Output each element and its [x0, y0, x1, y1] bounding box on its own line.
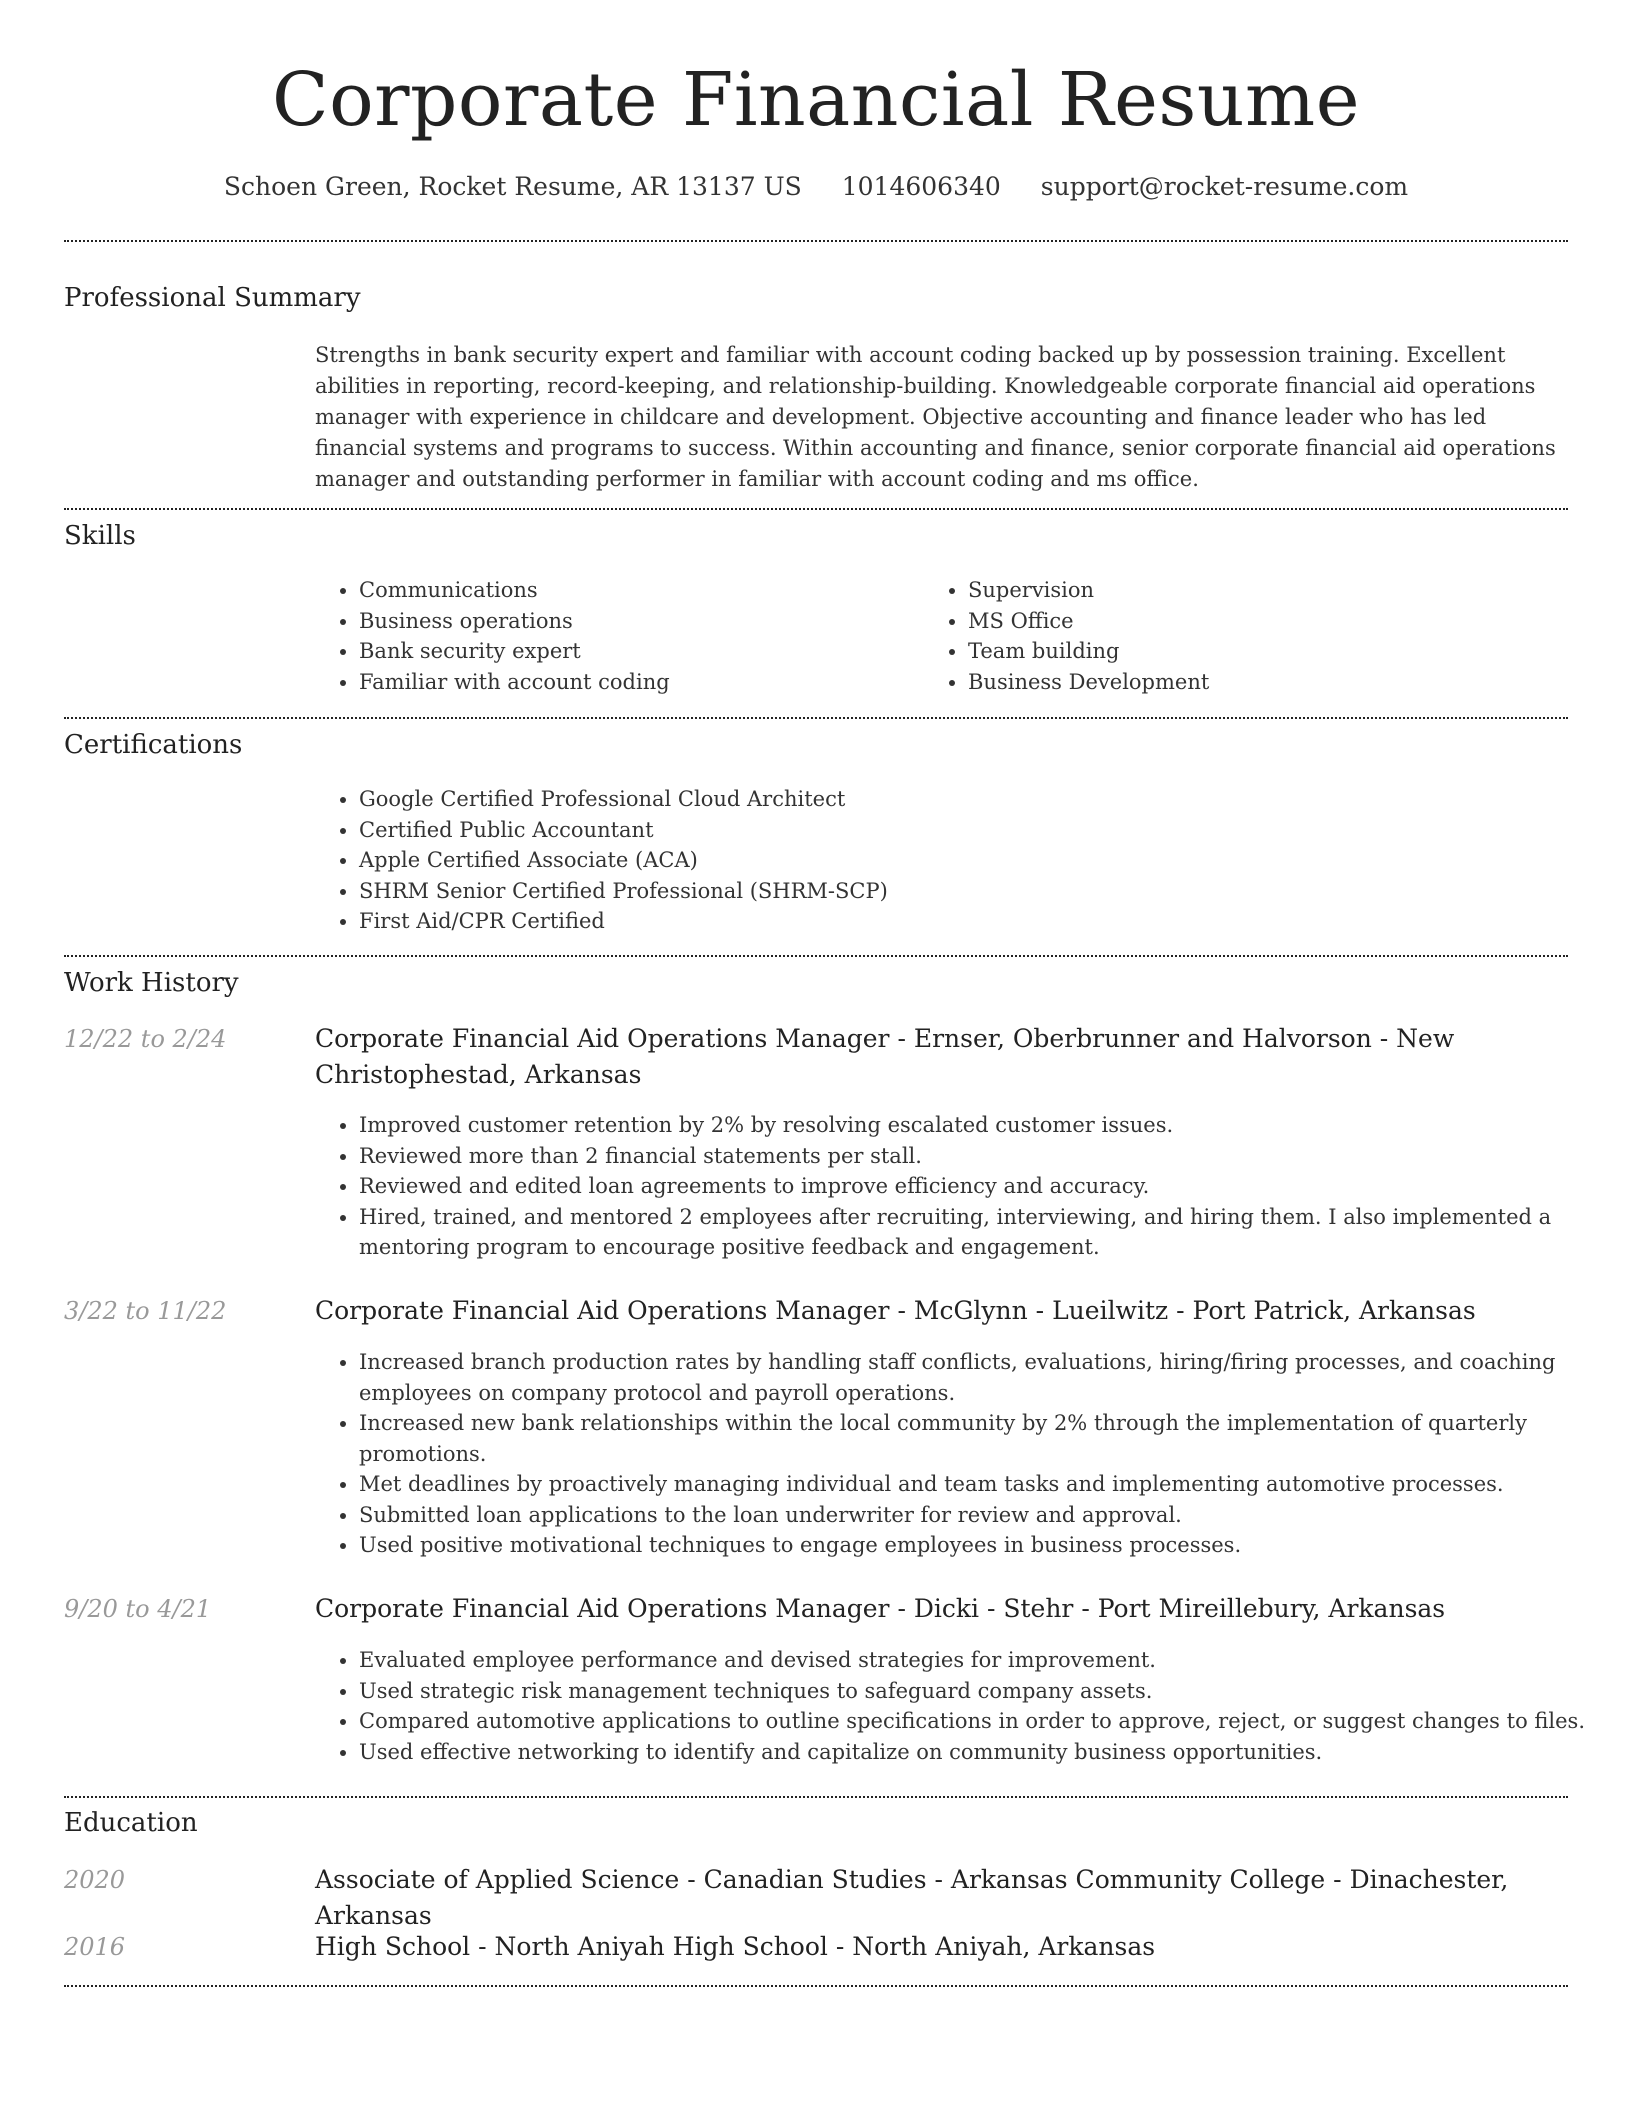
job-bullet: • Reviewed and edited loan agreements to improve efficiency and accuracy. — [359, 1171, 1579, 1202]
job-dates: 3/22 to 11/22 — [64, 1297, 227, 1325]
job-bullet: • Met deadlines by proactively managing individual and team tasks and implementing automotive processes. — [359, 1469, 1579, 1500]
section-heading-work: Work History — [64, 968, 239, 998]
certification-item: • Apple Certified Associate (ACA) — [359, 845, 1559, 876]
job-title: Corporate Financial Aid Operations Manager - McGlynn - Lueilwitz - Port Patrick, Arkansas — [315, 1296, 1476, 1325]
skill-item: • Bank security expert — [359, 636, 919, 667]
education-title: High School - North Aniyah High School - North Aniyah, Arkansas — [315, 1932, 1156, 1961]
certification-item: • Certified Public Accountant — [359, 815, 1559, 846]
contact-phone: 1014606340 — [841, 172, 1001, 201]
certification-item: • SHRM Senior Certified Professional (SHRM-SCP) — [359, 876, 1559, 907]
skills-list-right — [924, 575, 1568, 697]
section-heading-summary: Professional Summary — [64, 283, 361, 313]
job-dates: 12/22 to 2/24 — [64, 1025, 227, 1053]
skill-item: • Team building — [968, 636, 1568, 667]
job-bullet: • Increased new bank relationships within the local community by 2% through the implementation of quarterly promotions. — [359, 1408, 1579, 1469]
skill-item: • Business operations — [359, 606, 919, 637]
divider — [64, 240, 1568, 242]
skills-list-left — [315, 575, 919, 697]
job-bullet: • Submitted loan applications to the loan underwriter for review and approval. — [359, 1500, 1579, 1531]
certifications-list — [315, 784, 1559, 937]
job-bullets — [315, 1645, 1589, 1767]
job-bullet: • Improved customer retention by 2% by resolving escalated customer issues. — [359, 1110, 1579, 1141]
contact-line — [0, 170, 1632, 204]
job-title: Corporate Financial Aid Operations Manager - Dicki - Stehr - Port Mireillebury, Arkansas — [315, 1594, 1446, 1623]
job-title: Corporate Financial Aid Operations Manager - Ernser, Oberbrunner and Halvorson - New Christophestad, Arkansas — [315, 1024, 1455, 1089]
resume-title: Corporate Financial Resume — [272, 57, 1360, 143]
skill-item: • Supervision — [968, 575, 1568, 606]
job-bullet: • Hired, trained, and mentored 2 employees after recruiting, interviewing, and hiring them. I also implemented a mentoring program to encourage positive feedback and engagement. — [359, 1202, 1579, 1263]
job-bullet: • Used positive motivational techniques to engage employees in business processes. — [359, 1530, 1579, 1561]
job-dates: 9/20 to 4/21 — [64, 1595, 212, 1623]
contact-address: Schoen Green, Rocket Resume, AR 13137 US — [223, 172, 802, 201]
section-heading-skills: Skills — [64, 521, 136, 551]
section-heading-certifications: Certifications — [64, 730, 243, 760]
section-heading-education: Education — [64, 1808, 198, 1838]
job-bullets — [315, 1110, 1579, 1263]
job-bullet: • Used effective networking to identify and capitalize on community business opportunities. — [359, 1737, 1589, 1768]
divider — [64, 717, 1568, 719]
job-bullet: • Evaluated employee performance and devised strategies for improvement. — [359, 1645, 1589, 1676]
skill-item: • MS Office — [968, 606, 1568, 637]
job-bullets — [315, 1347, 1579, 1561]
skill-item: • Communications — [359, 575, 919, 606]
education-year: 2020 — [64, 1866, 126, 1894]
divider — [64, 1985, 1568, 1987]
skill-item: • Familiar with account coding — [359, 667, 919, 698]
certification-item: • Google Certified Professional Cloud Architect — [359, 784, 1559, 815]
contact-email: support@rocket-resume.com — [1040, 172, 1409, 201]
divider — [64, 955, 1568, 957]
job-bullet: • Reviewed more than 2 financial statements per stall. — [359, 1141, 1579, 1172]
education-title: Associate of Applied Science - Canadian Studies - Arkansas Community College - Dinachester, Arkansas — [315, 1865, 1509, 1930]
certification-item: • First Aid/CPR Certified — [359, 906, 1559, 937]
job-bullet: • Used strategic risk management techniques to safeguard company assets. — [359, 1676, 1589, 1707]
divider — [64, 1796, 1568, 1798]
summary-text: Strengths in bank security expert and familiar with account coding backed up by possession training. Excellent abilities in reporting, record-keeping, and relationship-building. Knowledgeable corporate financial aid operations manager with experience in childcare and development. Objective accounting and finance leader who has led financial systems and programs to success. Within accounting and finance, senior corporate financial aid operations manager and outstanding performer in familiar with account coding and ms office. — [315, 343, 1556, 491]
job-bullet: • Compared automotive applications to outline specifications in order to approve, reject, or suggest changes to files. — [359, 1706, 1589, 1737]
education-year: 2016 — [64, 1933, 126, 1961]
divider — [64, 508, 1568, 510]
skill-item: • Business Development — [968, 667, 1568, 698]
job-bullet: • Increased branch production rates by handling staff conflicts, evaluations, hiring/firing processes, and coaching employees on company protocol and payroll operations. — [359, 1347, 1579, 1408]
